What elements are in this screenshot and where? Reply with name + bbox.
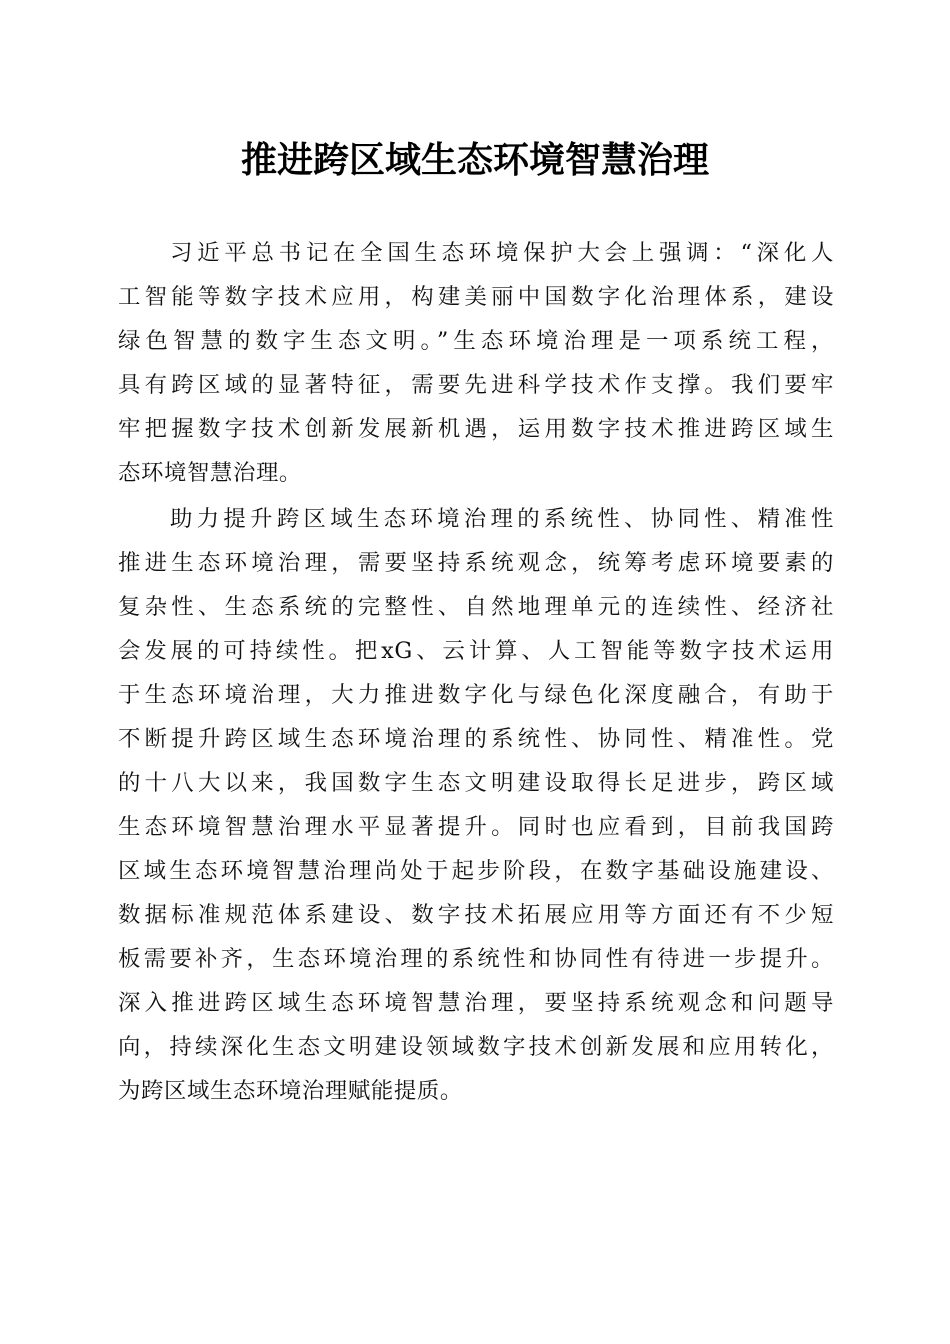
- paragraph-2-line-1: 助力提升跨区域生态环境治理的系统性、协同性、精准性: [170, 506, 834, 532]
- paragraph-2-line-6: 不断提升跨区域生态环境治理的系统性、协同性、精准性。党: [118, 726, 834, 752]
- paragraph-2-line-10: 数据标准规范体系建设、数字技术拓展应用等方面还有不少短: [118, 902, 834, 928]
- paragraph-2-line-13: 向，持续深化生态文明建设领域数字技术创新发展和应用转化，: [118, 1034, 834, 1060]
- paragraph-2-line-14: 为跨区域生态环境治理赋能提质。: [118, 1078, 463, 1104]
- paragraph-2-line-9: 区域生态环境智慧治理尚处于起步阶段，在数字基础设施建设、: [118, 858, 834, 884]
- paragraph-2-line-7: 的十八大以来，我国数字生态文明建设取得长足进步，跨区域: [118, 770, 834, 796]
- paragraph-2-line-12: 深入推进跨区域生态环境智慧治理，要坚持系统观念和问题导: [118, 990, 834, 1016]
- paragraph-1-line-1: 习近平总书记在全国生态环境保护大会上强调：“深化人: [170, 240, 834, 266]
- paragraph-2-line-3: 复杂性、生态系统的完整性、自然地理单元的连续性、经济社: [118, 594, 834, 620]
- paragraph-2-line-5: 于生态环境治理，大力推进数字化与绿色化深度融合，有助于: [118, 682, 834, 708]
- paragraph-2-line-4: 会发展的可持续性。把xG、云计算、人工智能等数字技术运用: [118, 638, 834, 664]
- paragraph-1-line-3: 绿色智慧的数字生态文明。”生态环境治理是一项系统工程，: [118, 328, 834, 354]
- paragraph-2-line-2: 推进生态环境治理，需要坚持系统观念，统筹考虑环境要素的: [118, 550, 834, 576]
- paragraph-2-line-11: 板需要补齐，生态环境治理的系统性和协同性有待进一步提升。: [118, 946, 834, 972]
- page-title: 推进跨区域生态环境智慧治理: [240, 139, 709, 181]
- paragraph-2-line-8: 生态环境智慧治理水平显著提升。同时也应看到，目前我国跨: [118, 814, 834, 840]
- paragraph-1-line-6: 态环境智慧治理。: [118, 460, 302, 486]
- paragraph-1-line-2: 工智能等数字技术应用，构建美丽中国数字化治理体系，建设: [118, 284, 834, 310]
- paragraph-1-line-5: 牢把握数字技术创新发展新机遇，运用数字技术推进跨区域生: [118, 416, 834, 442]
- paragraph-1-line-4: 具有跨区域的显著特征，需要先进科学技术作支撑。我们要牢: [118, 372, 834, 398]
